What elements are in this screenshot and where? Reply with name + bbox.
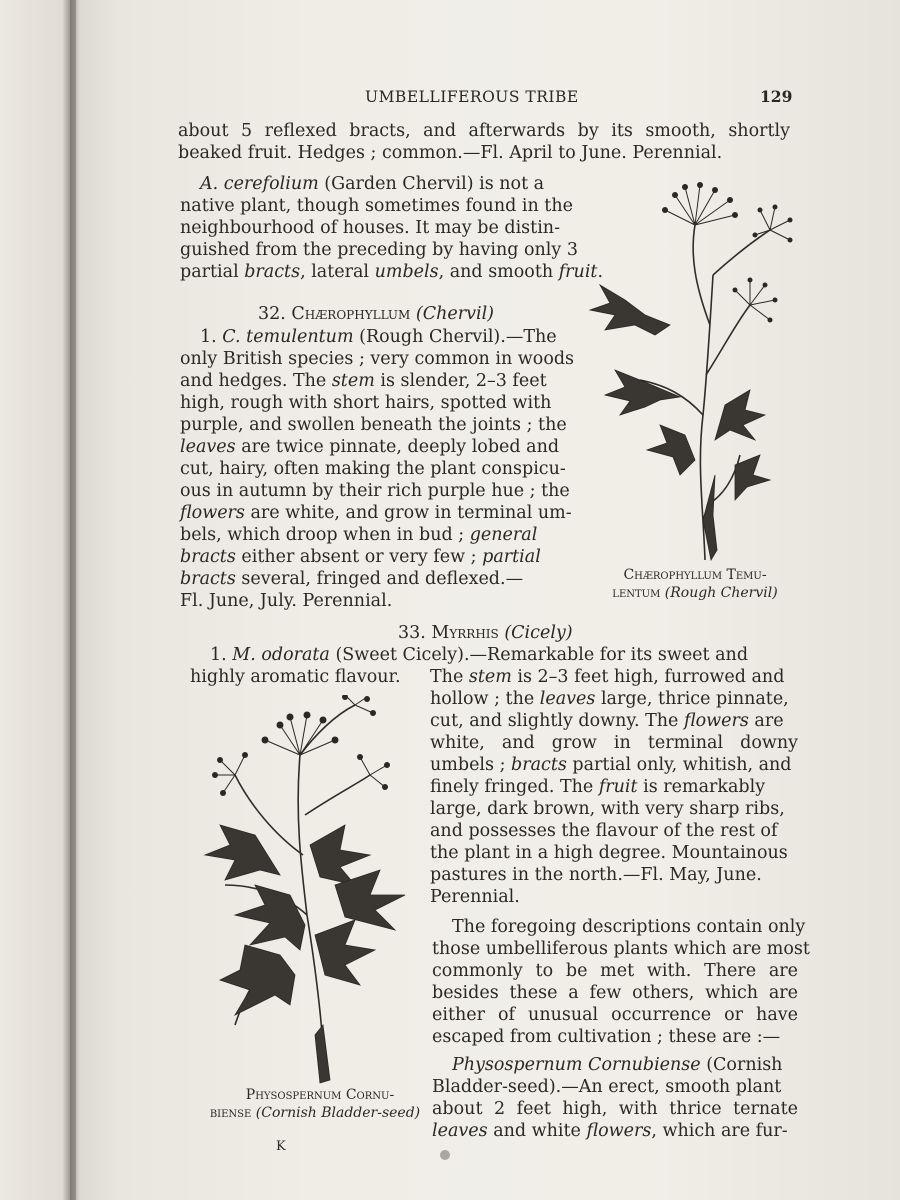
chaerophyllum-line-1 bbox=[200, 326, 557, 348]
text-span: bracts bbox=[180, 569, 236, 589]
cerefolium-line-4: guished from the preceding by having only 3 bbox=[180, 240, 578, 260]
species-name: M. odorata bbox=[232, 645, 330, 665]
chaerophyllum-line-3 bbox=[180, 370, 547, 392]
physospermum-line-1 bbox=[452, 1054, 782, 1076]
heading-genus: Chærophyllum bbox=[291, 304, 411, 324]
chaerophyllum-line-6 bbox=[180, 436, 559, 458]
text-span: fruit bbox=[558, 262, 598, 282]
intro-line-1: about 5 reflexed bracts, and afterwards by its smooth, shortly bbox=[178, 121, 790, 141]
printer-signature: K bbox=[276, 1139, 286, 1154]
text-span: , which are fur- bbox=[651, 1121, 788, 1141]
text-span: (Garden Chervil) is not a bbox=[318, 174, 545, 194]
text-span: umbels bbox=[374, 262, 439, 282]
foregoing-line-6: escaped from cultivation ; these are :— bbox=[432, 1027, 781, 1047]
myrrhis-right-4: white, and grow in terminal downy bbox=[430, 733, 798, 753]
chaerophyllum-line-10 bbox=[180, 524, 537, 546]
text-span: (Sweet Cicely).—Remarkable for its sweet and bbox=[329, 645, 749, 665]
text-span: flowers bbox=[586, 1121, 652, 1141]
cerefolium-line-3: neighbourhood of houses. It may be distin- bbox=[180, 218, 560, 238]
chaerophyllum-line-7: cut, hairy, often making the plant conspicu- bbox=[180, 459, 566, 479]
foregoing-line-2: those umbelliferous plants which are most bbox=[432, 939, 810, 959]
heading-genus: Myrrhis bbox=[431, 623, 499, 643]
myrrhis-right-1 bbox=[430, 666, 784, 688]
myrrhis-right-8: and possesses the flavour of the rest of bbox=[430, 821, 778, 841]
text-span: and white bbox=[487, 1121, 587, 1141]
text-span: leaves bbox=[180, 437, 236, 457]
text-span: (Rough Chervil).—The bbox=[353, 327, 557, 347]
text-span: leaves bbox=[432, 1121, 488, 1141]
species-number: 1. bbox=[210, 645, 227, 665]
cerefolium-line-5 bbox=[180, 261, 603, 283]
heading-common-name: (Cicely) bbox=[504, 623, 573, 643]
myrrhis-right-6 bbox=[430, 776, 765, 798]
text-span: several, fringed and deflexed.— bbox=[235, 569, 524, 589]
foregoing-line-3: commonly to be met with. There are bbox=[432, 961, 798, 981]
text-span: biense bbox=[209, 1105, 256, 1121]
heading-number: 32. bbox=[258, 304, 286, 324]
text-span: (Cornish Bladder-seed) bbox=[255, 1105, 421, 1121]
text-span: hollow ; the bbox=[430, 689, 540, 709]
text-span: either absent or very few ; bbox=[235, 547, 483, 567]
myrrhis-right-2 bbox=[430, 688, 789, 710]
rough-chervil-illustration bbox=[585, 175, 800, 565]
text-span: lentum bbox=[612, 585, 665, 601]
cornish-bladder-seed-illustration bbox=[195, 695, 425, 1085]
text-span: stem bbox=[331, 371, 375, 391]
running-header: UMBELLIFEROUS TRIBE bbox=[365, 88, 579, 106]
chaerophyllum-line-2: only British species ; very common in woods bbox=[180, 349, 575, 369]
myrrhis-right-10: pastures in the north.—Fl. May, June. bbox=[430, 865, 762, 885]
cornish-bladder-seed-caption-1 bbox=[210, 1086, 430, 1105]
species-number: 1. bbox=[200, 327, 217, 347]
myrrhis-right-7: large, dark brown, with very sharp ribs, bbox=[430, 799, 785, 819]
cornish-bladder-seed-caption-2 bbox=[200, 1104, 430, 1123]
chaerophyllum-line-5: purple, and swollen beneath the joints ; the bbox=[180, 415, 567, 435]
text-span: is remarkably bbox=[637, 777, 766, 797]
text-span: bels, which droop when in bud ; bbox=[180, 525, 470, 545]
foregoing-line-5: either of unusual occurrence or have bbox=[432, 1005, 798, 1025]
text-span: stem bbox=[468, 667, 512, 687]
text-span: partial only, whitish, and bbox=[566, 755, 792, 775]
chaerophyllum-heading bbox=[258, 303, 494, 325]
myrrhis-right-9: the plant in a high degree. Mountainous bbox=[430, 843, 788, 863]
myrrhis-heading bbox=[398, 622, 573, 644]
chaerophyllum-line-4: high, rough with short hairs, spotted with bbox=[180, 393, 552, 413]
text-span: are bbox=[748, 711, 784, 731]
chaerophyllum-line-8: ous in autumn by their rich purple hue ; the bbox=[180, 481, 570, 501]
cerefolium-line-1 bbox=[200, 173, 544, 195]
text-span: partial bbox=[482, 547, 541, 567]
text-span: bracts bbox=[180, 547, 236, 567]
text-span: (Rough Chervil) bbox=[664, 585, 778, 601]
myrrhis-right-5 bbox=[430, 754, 792, 776]
species-name: A. cerefolium bbox=[200, 174, 319, 194]
text-span: are twice pinnate, deeply lobed and bbox=[241, 437, 560, 457]
physospermum-line-2: Bladder-seed).—An erect, smooth plant bbox=[432, 1077, 782, 1097]
text-span: are white, and grow in terminal um- bbox=[250, 503, 572, 523]
myrrhis-line-2: highly aromatic flavour. bbox=[190, 667, 401, 687]
text-span: . bbox=[597, 262, 604, 282]
text-span: large, thrice pinnate, bbox=[595, 689, 789, 709]
physospermum-line-4 bbox=[432, 1120, 788, 1142]
text-span: leaves bbox=[539, 689, 596, 709]
foregoing-line-4: besides these a few others, which are bbox=[432, 983, 798, 1003]
text-span: bracts bbox=[244, 262, 301, 282]
book-gutter bbox=[62, 0, 80, 1200]
text-span: , and smooth bbox=[438, 262, 559, 282]
text-span: Chærophyllum Temu- bbox=[623, 567, 767, 583]
species-name: Physospernum Cornubiense bbox=[452, 1055, 701, 1075]
text-span: (Cornish bbox=[700, 1055, 783, 1075]
chaerophyllum-line-13: Fl. June, July. Perennial. bbox=[180, 591, 393, 611]
text-span: flowers bbox=[180, 503, 245, 523]
text-span: and hedges. The bbox=[180, 371, 332, 391]
text-span: bracts bbox=[511, 755, 567, 775]
species-name: C. temulentum bbox=[222, 327, 354, 347]
text-span: flowers bbox=[683, 711, 749, 731]
chaerophyllum-line-9 bbox=[180, 502, 572, 524]
chaerophyllum-line-11 bbox=[180, 546, 541, 568]
text-span: fruit bbox=[598, 777, 638, 797]
physospermum-line-3: about 2 feet high, with thrice ternate bbox=[432, 1099, 798, 1119]
text-span: , lateral bbox=[300, 262, 375, 282]
text-span: is slender, 2–3 feet bbox=[374, 371, 547, 391]
heading-number: 33. bbox=[398, 623, 426, 643]
page-number: 129 bbox=[760, 87, 793, 106]
rough-chervil-caption-2 bbox=[600, 584, 790, 603]
text-span: The bbox=[430, 667, 469, 687]
myrrhis-right-3 bbox=[430, 710, 784, 732]
text-span: partial bbox=[180, 262, 245, 282]
text-span: cut, and slightly downy. The bbox=[430, 711, 684, 731]
text-span: umbels ; bbox=[430, 755, 512, 775]
chaerophyllum-line-12 bbox=[180, 568, 523, 590]
foregoing-line-1: The foregoing descriptions contain only bbox=[452, 917, 806, 937]
myrrhis-line-1 bbox=[210, 644, 748, 666]
cerefolium-line-2: native plant, though sometimes found in the bbox=[180, 196, 573, 216]
text-span: general bbox=[469, 525, 538, 545]
text-span: is 2–3 feet high, furrowed and bbox=[511, 667, 785, 687]
rough-chervil-caption-1 bbox=[600, 566, 790, 585]
text-span: Physospernum Cornu- bbox=[245, 1087, 395, 1103]
intro-line-2: beaked fruit. Hedges ; common.—Fl. April to June. Perennial. bbox=[178, 143, 723, 163]
heading-common-name: (Chervil) bbox=[415, 304, 495, 324]
myrrhis-right-11: Perennial. bbox=[430, 887, 520, 907]
text-span: finely fringed. The bbox=[430, 777, 599, 797]
paper-smudge bbox=[440, 1150, 450, 1160]
